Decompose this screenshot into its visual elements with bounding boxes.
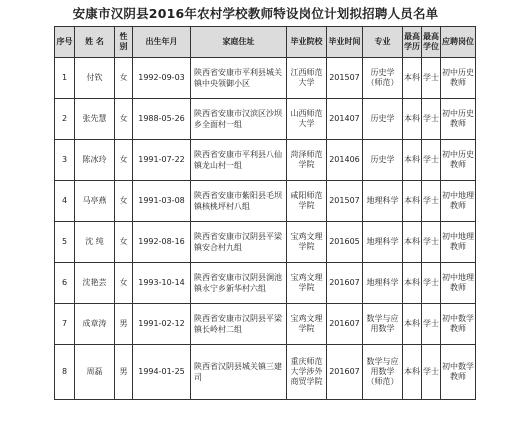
header-degree: 最高学位 xyxy=(422,27,441,58)
cell-address: 陕西省安康市汉滨区沙坝乡全面村一组 xyxy=(191,99,287,140)
table-row xyxy=(55,58,476,99)
cell-address: 陕西省安康市紫阳县毛坝镇核桃坪村八组 xyxy=(191,181,287,222)
cell-gender: 男 xyxy=(115,304,133,345)
header-dob: 出生年月 xyxy=(133,27,191,58)
cell-school: 宝鸡文理学院 xyxy=(287,304,327,345)
table-row xyxy=(55,345,476,400)
cell-major: 历史学 xyxy=(363,140,403,181)
cell-major: 数学与应用数学 xyxy=(363,304,403,345)
cell-no: 5 xyxy=(55,222,75,263)
cell-name: 付钦 xyxy=(75,58,115,99)
cell-name: 沈艳芸 xyxy=(75,263,115,304)
cell-name: 陈冰玲 xyxy=(75,140,115,181)
cell-degree: 学士 xyxy=(422,58,441,99)
cell-degree: 学士 xyxy=(422,263,441,304)
cell-address: 陕西省安康市平利县八仙镇龙山村一组 xyxy=(191,140,287,181)
header-address: 家庭住址 xyxy=(191,27,287,58)
cell-post: 初中数学教师 xyxy=(441,304,476,345)
cell-no: 7 xyxy=(55,304,75,345)
cell-education: 本科 xyxy=(403,140,422,181)
cell-name: 成章涛 xyxy=(75,304,115,345)
cell-post: 初中地理教师 xyxy=(441,263,476,304)
header-name: 姓 名 xyxy=(75,27,115,58)
cell-degree: 学士 xyxy=(422,99,441,140)
cell-grad-time: 201406 xyxy=(327,140,363,181)
cell-major: 地理科学 xyxy=(363,263,403,304)
cell-address: 陕西省安康市汉阴县平梁镇安合村九组 xyxy=(191,222,287,263)
header-grad-time: 毕业时间 xyxy=(327,27,363,58)
cell-dob: 1994-01-25 xyxy=(133,345,191,400)
cell-address: 陕西省汉阴县城关镇三建司 xyxy=(191,345,287,400)
cell-dob: 1992-08-16 xyxy=(133,222,191,263)
cell-education: 本科 xyxy=(403,304,422,345)
cell-gender: 女 xyxy=(115,99,133,140)
cell-gender: 女 xyxy=(115,263,133,304)
cell-school: 宝鸡文理学院 xyxy=(287,263,327,304)
cell-school: 江西师范大学 xyxy=(287,58,327,99)
cell-grad-time: 201607 xyxy=(327,345,363,400)
cell-degree: 学士 xyxy=(422,345,441,400)
cell-gender: 女 xyxy=(115,140,133,181)
cell-no: 4 xyxy=(55,181,75,222)
cell-degree: 学士 xyxy=(422,140,441,181)
table-row xyxy=(55,222,476,263)
table-row xyxy=(55,140,476,181)
cell-education: 本科 xyxy=(403,99,422,140)
cell-post: 初中地理教师 xyxy=(441,181,476,222)
cell-no: 6 xyxy=(55,263,75,304)
cell-no: 2 xyxy=(55,99,75,140)
cell-school: 宝鸡文理学院 xyxy=(287,222,327,263)
cell-post: 初中历史教师 xyxy=(441,140,476,181)
cell-grad-time: 201407 xyxy=(327,99,363,140)
cell-no: 1 xyxy=(55,58,75,99)
cell-school: 重庆师范大学涉外商贸学院 xyxy=(287,345,327,400)
cell-gender: 女 xyxy=(115,181,133,222)
table-header-row xyxy=(55,27,476,58)
cell-school: 菏泽师范学院 xyxy=(287,140,327,181)
cell-major: 地理科学 xyxy=(363,181,403,222)
cell-major: 地理科学 xyxy=(363,222,403,263)
table-row xyxy=(55,304,476,345)
cell-name: 沈 纯 xyxy=(75,222,115,263)
cell-gender: 女 xyxy=(115,222,133,263)
cell-grad-time: 201507 xyxy=(327,58,363,99)
recruitment-table xyxy=(54,26,476,400)
cell-gender: 男 xyxy=(115,345,133,400)
header-education: 最高学历 xyxy=(403,27,422,58)
cell-dob: 1991-07-22 xyxy=(133,140,191,181)
table-row xyxy=(55,99,476,140)
cell-degree: 学士 xyxy=(422,304,441,345)
cell-address: 陕西省安康市平利县城关镇中央领御小区 xyxy=(191,58,287,99)
cell-major: 历史学（师范） xyxy=(363,58,403,99)
cell-gender: 女 xyxy=(115,58,133,99)
cell-dob: 1991-02-12 xyxy=(133,304,191,345)
cell-post: 初中地理教师 xyxy=(441,222,476,263)
cell-name: 张先慧 xyxy=(75,99,115,140)
cell-school: 山西师范大学 xyxy=(287,99,327,140)
header-school: 毕业院校 xyxy=(287,27,327,58)
table-row xyxy=(55,181,476,222)
cell-major: 历史学 xyxy=(363,99,403,140)
cell-education: 本科 xyxy=(403,263,422,304)
cell-degree: 学士 xyxy=(422,222,441,263)
cell-grad-time: 201507 xyxy=(327,181,363,222)
cell-dob: 1991-03-08 xyxy=(133,181,191,222)
cell-education: 本科 xyxy=(403,222,422,263)
cell-major: 数学与应用数学（师范） xyxy=(363,345,403,400)
cell-address: 陕西省安康市汉阴县涧池镇永宁乡新华村六组 xyxy=(191,263,287,304)
cell-no: 8 xyxy=(55,345,75,400)
cell-education: 本科 xyxy=(403,58,422,99)
cell-address: 陕西省安康市汉阴县平梁镇长岭村二组 xyxy=(191,304,287,345)
cell-dob: 1993-10-14 xyxy=(133,263,191,304)
table-row xyxy=(55,263,476,304)
document-title: 安康市汉阴县2016年农村学校教师特设岗位计划拟招聘人员名单 xyxy=(72,6,439,21)
cell-education: 本科 xyxy=(403,345,422,400)
header-gender: 性别 xyxy=(115,27,133,58)
cell-name: 马亭燕 xyxy=(75,181,115,222)
cell-grad-time: 201607 xyxy=(327,263,363,304)
cell-post: 初中历史教师 xyxy=(441,58,476,99)
cell-no: 3 xyxy=(55,140,75,181)
cell-dob: 1988-05-26 xyxy=(133,99,191,140)
cell-education: 本科 xyxy=(403,181,422,222)
cell-name: 周磊 xyxy=(75,345,115,400)
cell-post: 初中历史教师 xyxy=(441,99,476,140)
cell-school: 咸阳师范学院 xyxy=(287,181,327,222)
cell-degree: 学士 xyxy=(422,181,441,222)
cell-dob: 1992-09-03 xyxy=(133,58,191,99)
header-post: 应聘岗位 xyxy=(441,27,476,58)
cell-grad-time: 201607 xyxy=(327,304,363,345)
header-major: 专业 xyxy=(363,27,403,58)
cell-grad-time: 201605 xyxy=(327,222,363,263)
header-no: 序号 xyxy=(55,27,75,58)
cell-post: 初中数学教师 xyxy=(441,345,476,400)
